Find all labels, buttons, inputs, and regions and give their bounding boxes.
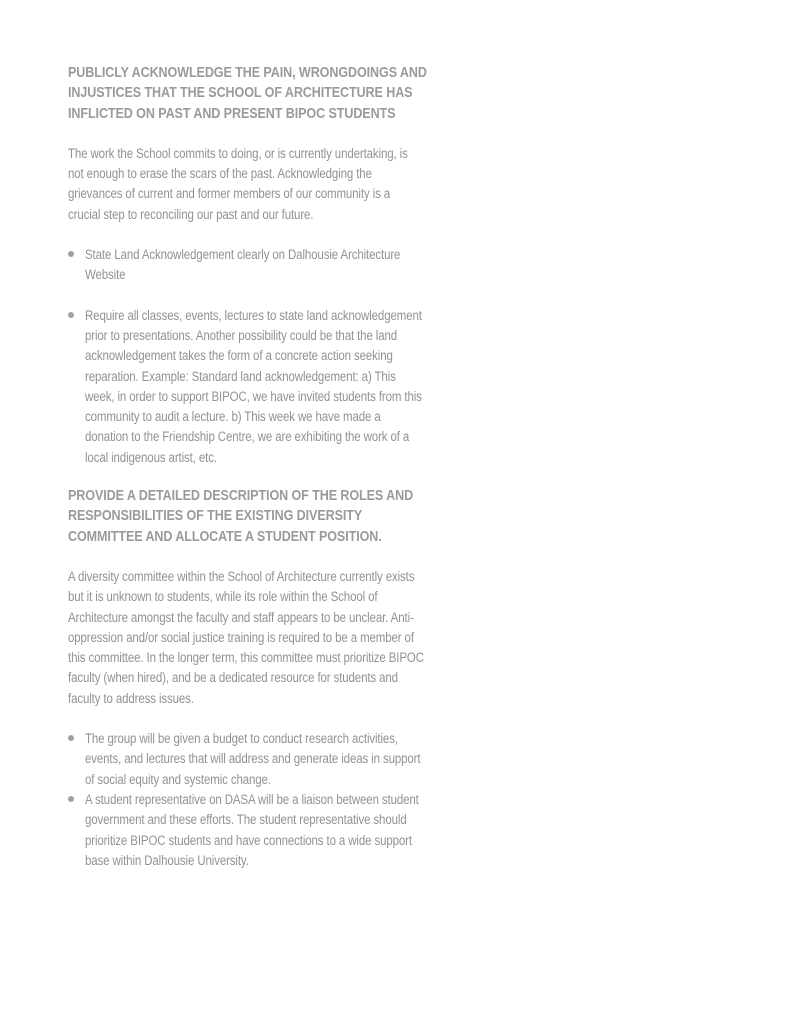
bullet-icon bbox=[68, 796, 74, 802]
section-heading: PUBLICLY ACKNOWLEDGE THE PAIN, WRONGDOINGS AND INJUSTICES THAT THE SCHOOL OF ARCHITECTURE HAS INFLICTED ON PAST AND PRESENT BIPOC STUDENTS bbox=[68, 65, 427, 122]
section-paragraph: The work the School commits to doing, or is currently undertaking, is not enough to erase the scars of the past. Acknowledging the grievances of current and former members of our community is a crucial step to reconciling our past and our future. bbox=[68, 145, 408, 223]
bullet-list bbox=[68, 245, 433, 468]
document-page bbox=[68, 63, 433, 871]
section-heading: PROVIDE A DETAILED DESCRIPTION OF THE ROLES AND RESPONSIBILITIES OF THE EXISTING DIVERSITY COMMITTEE AND ALLOCATE A STUDENT POSITION. bbox=[68, 488, 414, 545]
bullet-icon bbox=[68, 251, 74, 257]
list-item bbox=[68, 790, 433, 871]
list-item bbox=[68, 245, 433, 286]
bullet-icon bbox=[68, 735, 74, 741]
list-item bbox=[68, 306, 433, 468]
bullet-icon bbox=[68, 312, 74, 318]
list-item-text: The group will be given a budget to conduct research activities, events, and lectures that will address and generate ideas in support of social equity and systemic change. bbox=[85, 731, 421, 788]
list-item-text: Require all classes, events, lectures to state land acknowledgement prior to presentations. Another possibility could be that the land acknowledgement takes the form of a concrete action seeking reparation. Example: Standard land acknowledgement: a) This week, in order to support BIPOC, we have invited students from this community to audit a lecture. b) This week we have made a donation to the Friendship Centre, we are exhibiting the work of a local indigenous artist, etc. bbox=[85, 307, 422, 466]
list-item-text: A student representative on DASA will be a liaison between student government and these efforts. The student representative should prioritize BIPOC students and have connections to a wide support base within Dalhousie University. bbox=[85, 791, 419, 869]
list-item bbox=[68, 729, 433, 790]
section-diversity-committee bbox=[68, 486, 433, 871]
list-item-text: State Land Acknowledgement clearly on Dalhousie Architecture Website bbox=[85, 247, 401, 284]
section-acknowledge bbox=[68, 63, 433, 468]
bullet-list bbox=[68, 729, 433, 871]
section-paragraph: A diversity committee within the School of Architecture currently exists but it is unknown to students, while its role within the School of Architecture amongst the faculty and staff appears to be unclear. Anti-oppression and/or social justice training is required to be a member of this committee. In the longer term, this committee must prioritize BIPOC faculty (when hired), and be a dedicated resource for students and faculty to address issues. bbox=[68, 568, 424, 707]
